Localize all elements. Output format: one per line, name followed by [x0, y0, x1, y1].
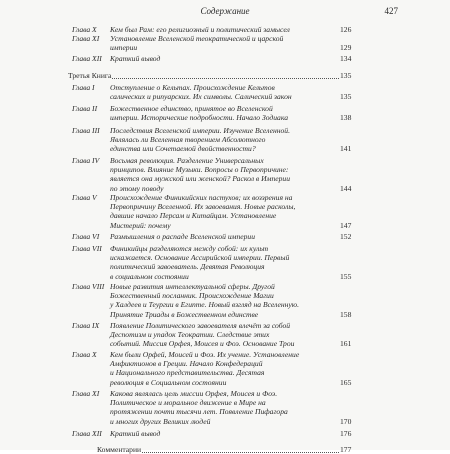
- toc-entry-label: Глава I: [72, 83, 95, 92]
- toc-entry-title: [110, 25, 355, 34]
- toc-title-line: Последствия Вселенской империи. Изучение Вселенной.: [110, 126, 290, 135]
- toc-page-number: 126: [340, 25, 352, 34]
- toc-entry-label: Глава VI: [72, 232, 100, 241]
- toc-page-number: 135: [340, 92, 352, 102]
- toc-title-line: Восьмая революция. Разделение Универсальных: [110, 156, 264, 165]
- toc-entry[interactable]: [0, 244, 450, 281]
- toc-entry-title: [110, 350, 355, 387]
- toc-entry-title: [110, 282, 355, 319]
- toc-page-number: 135: [340, 71, 352, 80]
- toc-entry-label: Глава III: [72, 126, 100, 135]
- toc-title-line: Финикийцы разделяются между собой: их культ: [110, 244, 269, 253]
- toc-entry[interactable]: [0, 104, 450, 122]
- toc-entry[interactable]: [0, 25, 450, 34]
- toc-entry[interactable]: [0, 232, 450, 241]
- toc-entry-title: [110, 54, 355, 63]
- toc-title-line: Размышления о распаде Вселенской империи: [110, 232, 256, 241]
- toc-entry-title: [110, 83, 355, 101]
- toc-title-line: по этому поводу: [110, 183, 164, 193]
- toc-title-line: Божественный посланник. Происхождение Магии: [110, 291, 274, 301]
- toc-entry[interactable]: [0, 321, 450, 349]
- toc-entry-label: Глава X: [72, 350, 97, 359]
- toc-page-number: 170: [340, 416, 352, 426]
- dot-leader: [142, 445, 339, 453]
- toc-entry[interactable]: [0, 83, 450, 101]
- toc-title-line: Божественное единство, принятое во Вселенской: [110, 104, 273, 113]
- running-title: Содержание: [200, 6, 250, 16]
- toc-page-number: 141: [340, 144, 352, 154]
- toc-entry-title: [110, 232, 355, 241]
- toc-page-number: 144: [340, 183, 352, 193]
- table-of-contents: [0, 25, 450, 454]
- toc-entry[interactable]: [0, 389, 450, 426]
- toc-title-line: давшие начало Персам и Китайцам. Установление: [110, 211, 277, 221]
- toc-page-number: 129: [340, 43, 352, 53]
- page-header: [0, 6, 450, 20]
- toc-entry-label: Глава IV: [72, 156, 100, 165]
- toc-title-line: является она мужской или женской? Раскол в Империи: [110, 174, 291, 184]
- toc-entry-title: [110, 389, 355, 426]
- toc-title-line: Принятие Триады в Божественном единстве: [110, 309, 259, 319]
- toc-title-line: искажается. Основание Ассирийской империи. Первый: [110, 253, 290, 263]
- toc-entry[interactable]: [0, 126, 450, 154]
- toc-title-line: и многих других Великих людей: [110, 416, 211, 426]
- toc-entry-label: Комментарии: [97, 445, 142, 454]
- toc-page-number: 134: [340, 54, 352, 63]
- toc-page-number: 158: [340, 309, 352, 319]
- toc-page-number: 177: [340, 445, 352, 454]
- toc-entry[interactable]: [0, 34, 450, 52]
- toc-entry-title: [110, 104, 355, 122]
- toc-entry-label: Третья Книга: [68, 71, 112, 80]
- toc-title-line: Являлась ли Вселенная творением Абсолютного: [110, 135, 266, 145]
- toc-entry-label: Глава XII: [72, 54, 102, 63]
- toc-title-line: Первопричину Вселенной. Их завоевания. Новые расколы,: [110, 202, 296, 212]
- toc-title-line: в социальном состоянии: [110, 271, 189, 281]
- toc-title-line: Амфиктионов в Греции. Начало Конфедераций: [110, 359, 263, 369]
- toc-entry[interactable]: [0, 282, 450, 319]
- toc-entry-title: [110, 429, 355, 438]
- toc-title-line: Появление Политического завоевателя влечёт за собой: [110, 321, 291, 330]
- toc-entry[interactable]: [0, 350, 450, 387]
- toc-entry-title: [110, 156, 355, 193]
- toc-page-number: 165: [340, 377, 352, 387]
- toc-title-line: Какова являлась цель миссии Орфея, Моисея и Фоэ.: [110, 389, 278, 398]
- toc-entry-label: Глава VII: [72, 244, 102, 253]
- toc-title-line: Кем был Рам: его религиозный и политический замысел: [110, 25, 290, 34]
- toc-title-line: империи. Исторические подробности. Начало Зодиака: [110, 113, 289, 123]
- toc-entry-label: Глава II: [72, 104, 98, 113]
- toc-title-line: салических и рипуарских. Их символы. Салический закон: [110, 92, 292, 102]
- toc-title-line: событий. Миссия Орфея, Моисея и Фоэ. Основание Трои: [110, 339, 295, 349]
- toc-title-line: принципов. Влияние Музыки. Вопросы о Первопричине:: [110, 165, 289, 175]
- toc-title-line: протяжении почти тысячи лет. Появление Пифагора: [110, 407, 288, 417]
- toc-page-number: 138: [340, 113, 352, 123]
- toc-title-line: у Халдеев и Теургии в Египте. Новый взгляд на Вселенную.: [110, 300, 300, 310]
- toc-title-line: Новые развития интеллектуальной сферы. Другой: [110, 282, 275, 291]
- toc-page-number: 147: [340, 220, 352, 230]
- toc-entry[interactable]: [0, 429, 450, 438]
- toc-page-number: 161: [340, 339, 352, 349]
- toc-title-line: Кем были Орфей, Моисей и Фоэ. Их учение. Установление: [110, 350, 300, 359]
- toc-title-line: и Национального представительства. Десятая: [110, 368, 265, 378]
- toc-entry-label: Глава XII: [72, 429, 102, 438]
- toc-entry-label: Глава IX: [72, 321, 100, 330]
- toc-entry-label: Глава XI: [72, 34, 100, 43]
- toc-page-number: 155: [340, 271, 352, 281]
- page-number: 427: [384, 6, 398, 16]
- toc-entry-label: Глава VIII: [72, 282, 105, 291]
- toc-entry-title: [110, 34, 355, 52]
- toc-title-line: Политическое и моральное движение в Мире на: [110, 398, 266, 408]
- toc-entry-label: Глава XI: [72, 389, 100, 398]
- toc-title-line: Краткий вывод: [110, 54, 161, 63]
- toc-page-number: 152: [340, 232, 352, 241]
- toc-title-line: революция в Социальном состоянии: [110, 377, 227, 387]
- toc-entry-title: [110, 321, 355, 349]
- toc-entry[interactable]: [0, 193, 450, 230]
- toc-title-line: политический завоеватель. Девятая Революция: [110, 262, 265, 272]
- toc-entry[interactable]: [0, 156, 450, 193]
- toc-entry-title: [110, 126, 355, 154]
- toc-title-line: Отступление о Кельтах. Происхождение Кельтов: [110, 83, 275, 92]
- toc-entry-title: [110, 244, 355, 281]
- toc-title-line: Краткий вывод: [110, 429, 161, 438]
- toc-title-line: Деспотизм и упадок Теократии. Следствие этих: [110, 330, 270, 340]
- toc-entry-title: [110, 193, 355, 230]
- toc-title-line: Происхождение Финикийских пастухов; их воззрения на: [110, 193, 293, 202]
- toc-entry[interactable]: [0, 71, 450, 80]
- toc-title-line: Установление Вселенской теократической и царской: [110, 34, 284, 43]
- toc-page-number: 176: [340, 429, 352, 438]
- toc-title-line: империи: [110, 43, 138, 53]
- toc-title-line: единства или Сочетаемой двойственности?: [110, 144, 256, 154]
- toc-entry[interactable]: [0, 54, 450, 63]
- toc-entry-label: Глава X: [72, 25, 97, 34]
- dot-leader: [112, 71, 339, 79]
- toc-entry-label: Глава V: [72, 193, 97, 202]
- toc-title-line: Мистерий: почему: [110, 220, 171, 230]
